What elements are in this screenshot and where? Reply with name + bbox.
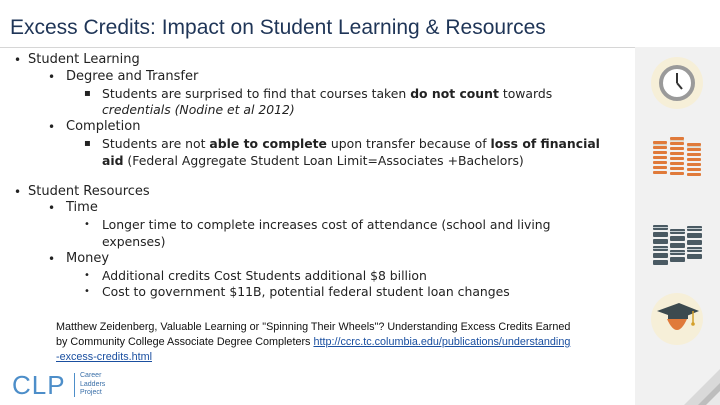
logo-word: Ladders: [80, 380, 106, 388]
logo-word: Career: [80, 372, 102, 379]
text-segment: upon transfer because of: [326, 135, 491, 151]
bullet-dot: •: [84, 286, 90, 298]
slide-title: Excess Credits: Impact on Student Learning & Resources: [10, 16, 546, 39]
bullet-content: [10, 52, 630, 301]
text-segment: towards: [498, 85, 553, 101]
spacer: [10, 170, 630, 184]
text-segment: (Federal Aggregate Student Loan Limit=Associates +Bachelors): [123, 152, 524, 168]
heading-time: Time: [66, 200, 98, 216]
bullet-not-count: [10, 86, 630, 120]
bullet-additional-credits: [10, 268, 630, 285]
heading-student-resources: Student Resources: [28, 183, 150, 199]
bullet-dot: •: [48, 120, 56, 135]
text-segment: Students are not: [102, 135, 210, 151]
bullet-dot: •: [14, 53, 22, 67]
bullet-longer-time: [10, 217, 630, 251]
text-bold-segment: aid: [102, 152, 124, 168]
citation-text: by Community College Associate Degree Completers: [56, 336, 314, 348]
text-segment: expenses): [102, 233, 166, 249]
citation: [56, 320, 631, 365]
citation-link[interactable]: http://ccrc.tc.columbia.edu/publications/understanding: [313, 336, 571, 348]
logo-divider: [74, 373, 75, 397]
text-bold-segment: able to complete: [209, 135, 327, 151]
bullet-dot: •: [48, 251, 56, 266]
bullet-dot: •: [84, 219, 90, 231]
citation-text: Matthew Zeidenberg, Valuable Learning or "Spinning Their Wheels"? Understanding Excess Credits Earned: [56, 321, 571, 333]
icon-sidebar: [635, 47, 720, 405]
bullet-cost-government: [10, 284, 630, 301]
bullet-student-learning: [10, 52, 630, 69]
title-divider: [0, 47, 720, 48]
corner-decoration: [670, 365, 720, 405]
text-bold-segment: loss of financial: [490, 135, 600, 151]
bullet-dot: •: [14, 184, 22, 199]
money-stack-icon: [649, 215, 705, 271]
text-bold-segment: do not count: [410, 85, 499, 101]
logo-word: Project: [80, 389, 102, 396]
bullet-square: ▪: [84, 87, 91, 99]
bullet-square: ▪: [84, 137, 91, 149]
clock-icon: [649, 55, 705, 111]
text-segment: Students are surprised to find that courses taken: [102, 85, 411, 101]
logo-letters: CLP: [12, 370, 66, 400]
citation-link-continued[interactable]: -excess-credits.html: [56, 351, 152, 363]
bullet-time: [10, 200, 630, 217]
bullet-money: [10, 251, 630, 268]
text-italic-segment: credentials (Nodine et al 2012): [102, 102, 295, 118]
text-segment: Cost to government $11B, potential federal student loan changes: [102, 284, 510, 300]
coin-stack-icon: [649, 129, 705, 185]
bullet-student-resources: [10, 184, 630, 201]
text-segment: Longer time to complete increases cost of attendance (school and living: [102, 217, 551, 233]
heading-degree-transfer: Degree and Transfer: [66, 68, 199, 84]
bullet-dot: •: [48, 201, 56, 216]
graduation-cap-icon: [649, 291, 705, 347]
bullet-unable-complete: [10, 136, 630, 170]
bullet-dot: •: [48, 69, 56, 84]
heading-money: Money: [66, 250, 110, 266]
clp-logo: [12, 370, 132, 400]
bullet-completion: [10, 119, 630, 136]
text-segment: Additional credits Cost Students additional $8 billion: [102, 267, 427, 283]
logo-wordmark: [80, 372, 105, 398]
heading-completion: Completion: [66, 119, 141, 135]
bullet-degree-transfer: [10, 69, 630, 86]
heading-student-learning: Student Learning: [28, 52, 140, 67]
bullet-dot: •: [84, 269, 90, 281]
